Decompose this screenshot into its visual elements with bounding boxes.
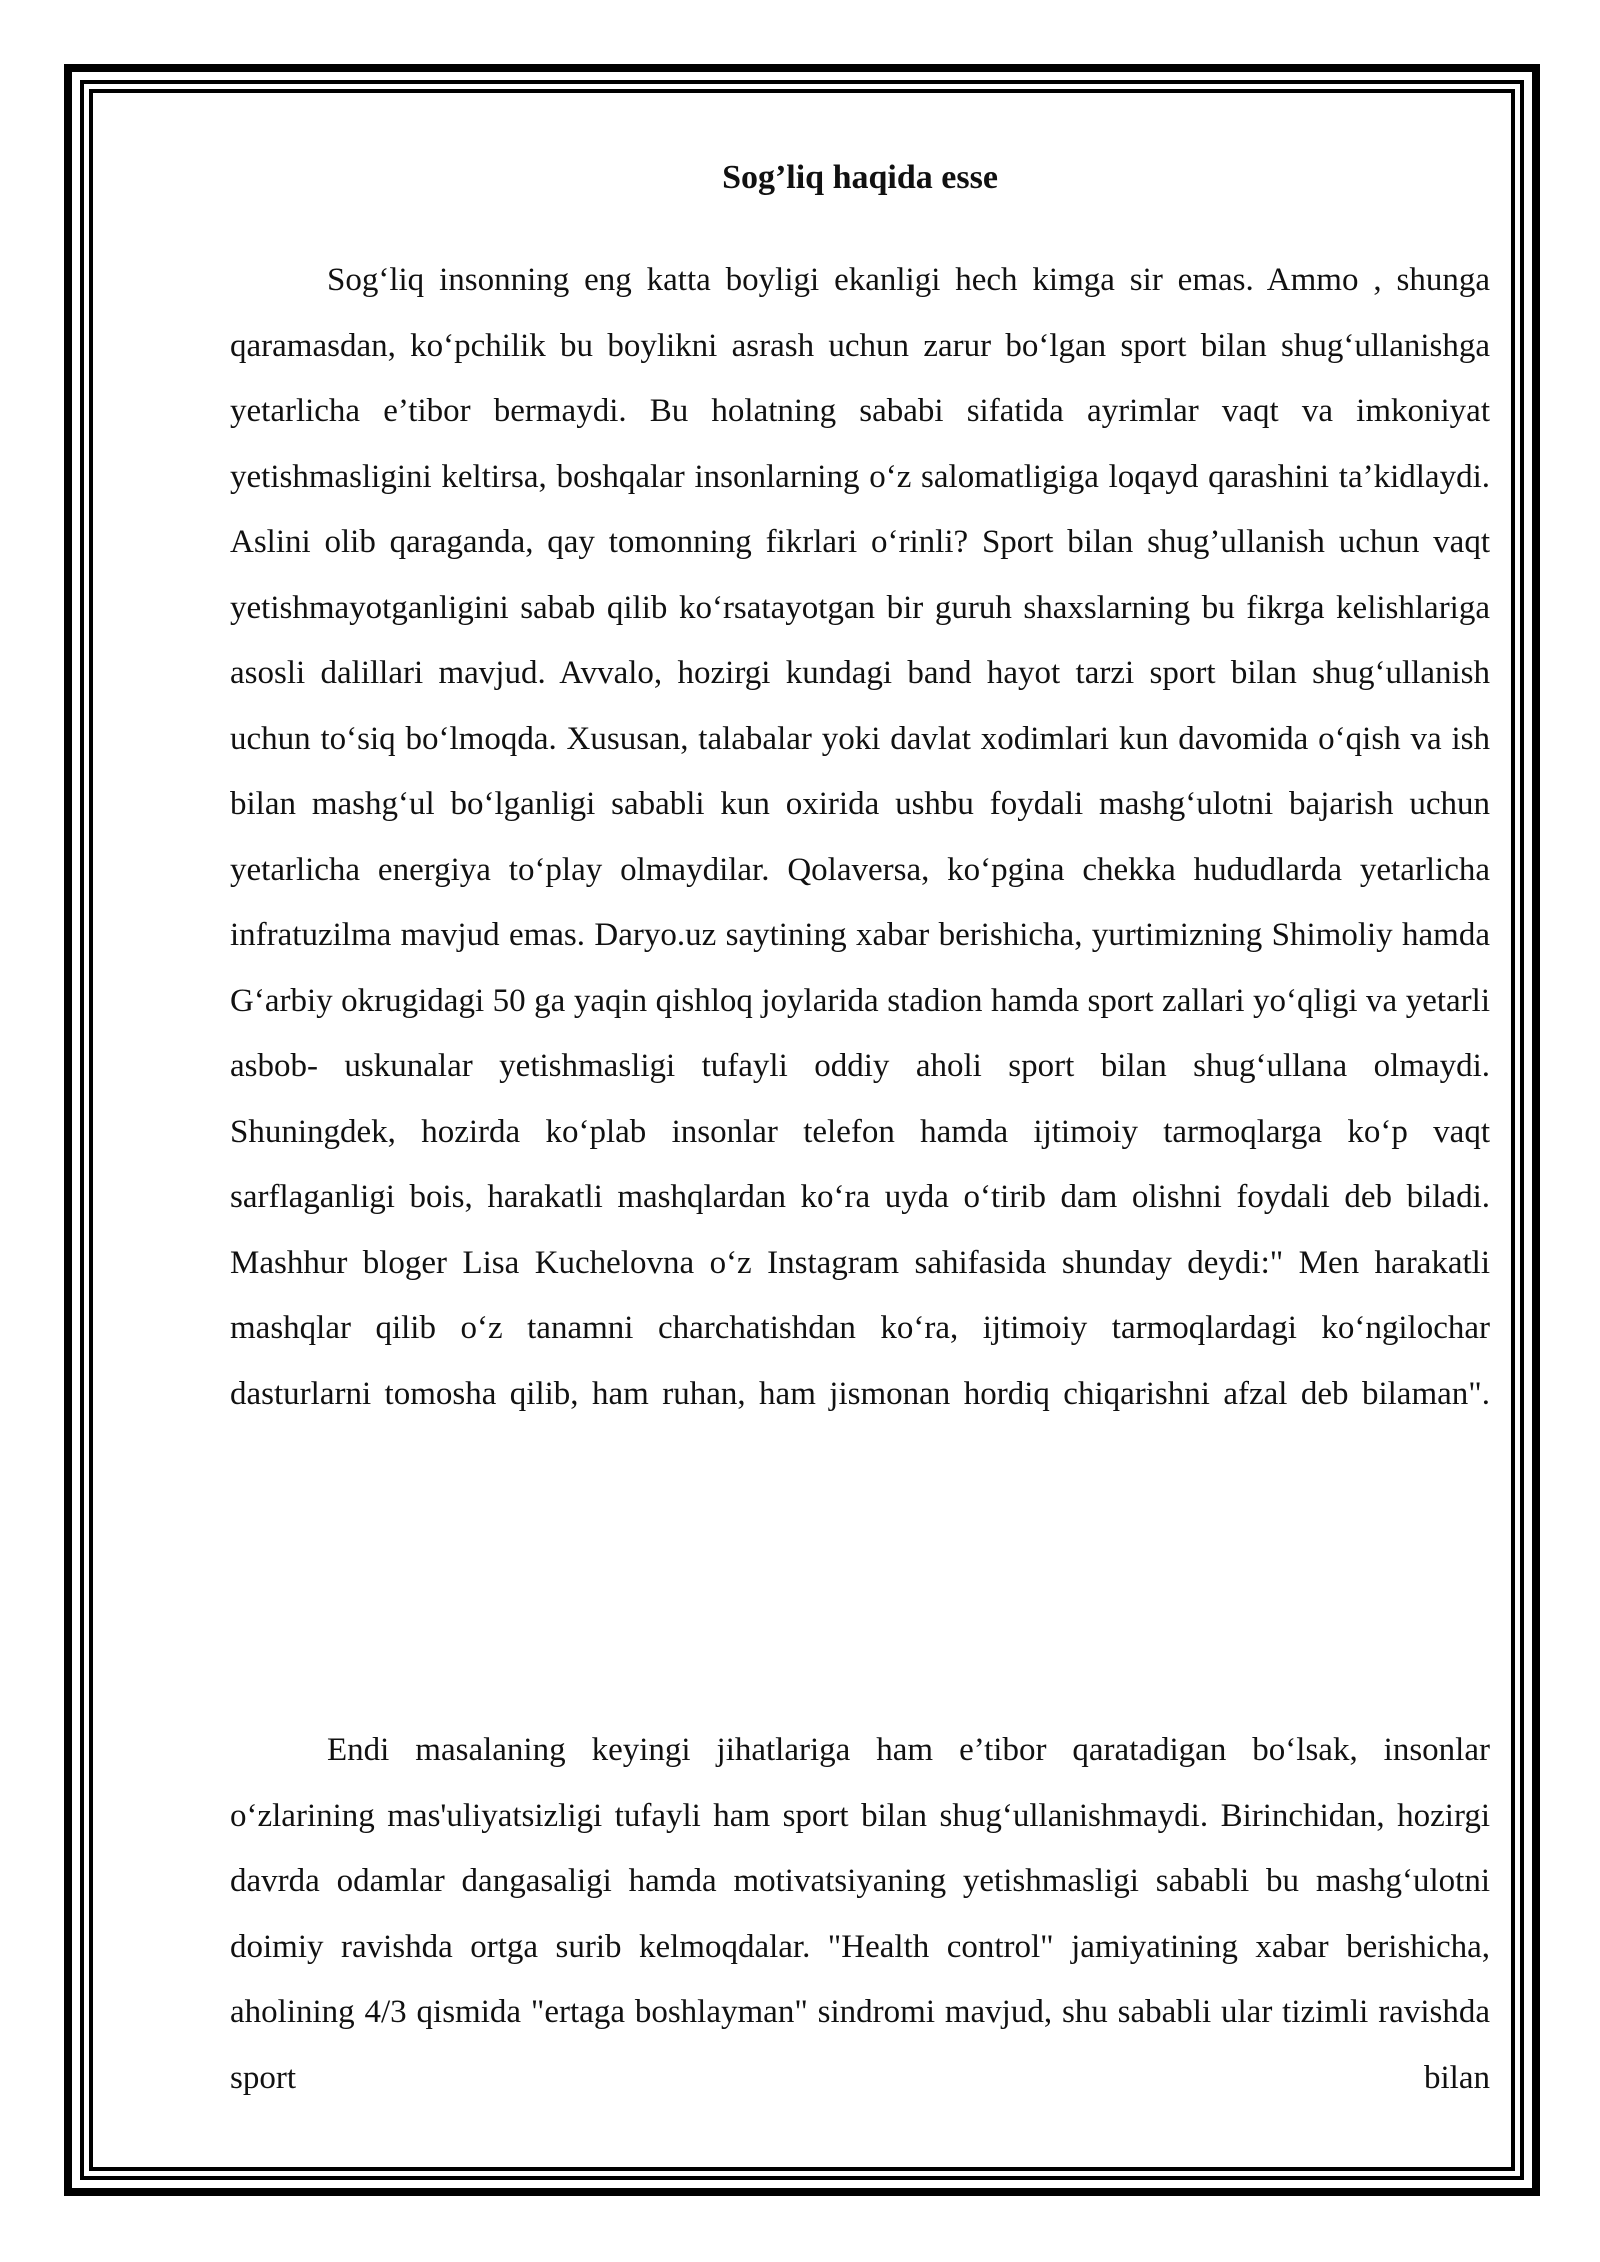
paragraph-1: Sog‘liq insonning eng katta boyligi ekanligi hech kimga sir emas. Ammo , shunga qaramasdan, ko‘pchilik bu boylikni asrash uchun zarur bo‘lgan sport bilan shug‘ullanishga yetarlicha e’tibor bermaydi. Bu holatning sababi sifatida ayrimlar vaqt va imkoniyat yetishmasligini keltirsa, boshqalar insonlarning o‘z salomatligiga loqayd qarashini ta’kidlaydi. Aslini olib qaraganda, qay tomonning fikrlari o‘rinli? Sport bilan shug’ullanish uchun vaqt yetishmayotganligini sabab qilib ko‘rsatayotgan bir guruh shaxslarning bu fikrga kelishlariga asosli dalillari mavjud. Avvalo, hozirgi kundagi band hayot tarzi sport bilan shug‘ullanish uchun to‘siq bo‘lmoqda. Xususan, talabalar yoki davlat xodimlari kun davomida o‘qish va ish bilan mashg‘ul bo‘lganligi sababli kun oxirida ushbu foydali mashg‘ulotni bajarish uchun yetarlicha energiya to‘play olmaydilar. Qolaversa, ko‘pgina chekka hududlarda yetarlicha infratuzilma mavjud emas. Daryo.uz saytining xabar berishicha, yurtimizning Shimoliy hamda G‘arbiy okrugidagi 50 ga yaqin qishloq joylarida stadion hamda sport zallari yo‘qligi va yetarli asbob- uskunalar yetishmasligi tufayli oddiy aholi sport bilan shug‘ullana olmaydi. Shuningdek, hozirda ko‘plab insonlar telefon hamda ijtimoiy tarmoqlarga ko‘p vaqt sarflaganligi bois, harakatli mashqlardan ko‘ra uyda o‘tirib dam olishni foydali deb biladi. Mashhur bloger Lisa Kuchelovna o‘z Instagram sahifasida shunday deydi:" Men harakatli mashqlar qilib o‘z tanamni charchatishdan ko‘ra, ijtimoiy tarmoqlardagi ko‘ngilochar dasturlarni tomosha qilib, ham ruhan, ham jismonan hordiq chiqarishni afzal deb bilaman". [230, 262, 1490, 1412]
paragraph-2: Endi masalaning keyingi jihatlariga ham e’tibor qaratadigan bo‘lsak, insonlar o‘zlarining mas'uliyatsizligi tufayli ham sport bilan shug‘ullanishmaydi. Birinchidan, hozirgi davrda odamlar dangasaligi hamda motivatsiyaning yetishmasligi sababli bu mashg‘ulotni doimiy ravishda ortga surib kelmoqdalar. "Health control" jamiyatining xabar berishicha, aholining 4/3 qismida "ertaga boshlayman" sindromi mavjud, shu sababli ular tizimli ravishda sport bilan [230, 1732, 1490, 2096]
document-title: Sog’liq haqida esse [722, 159, 998, 196]
